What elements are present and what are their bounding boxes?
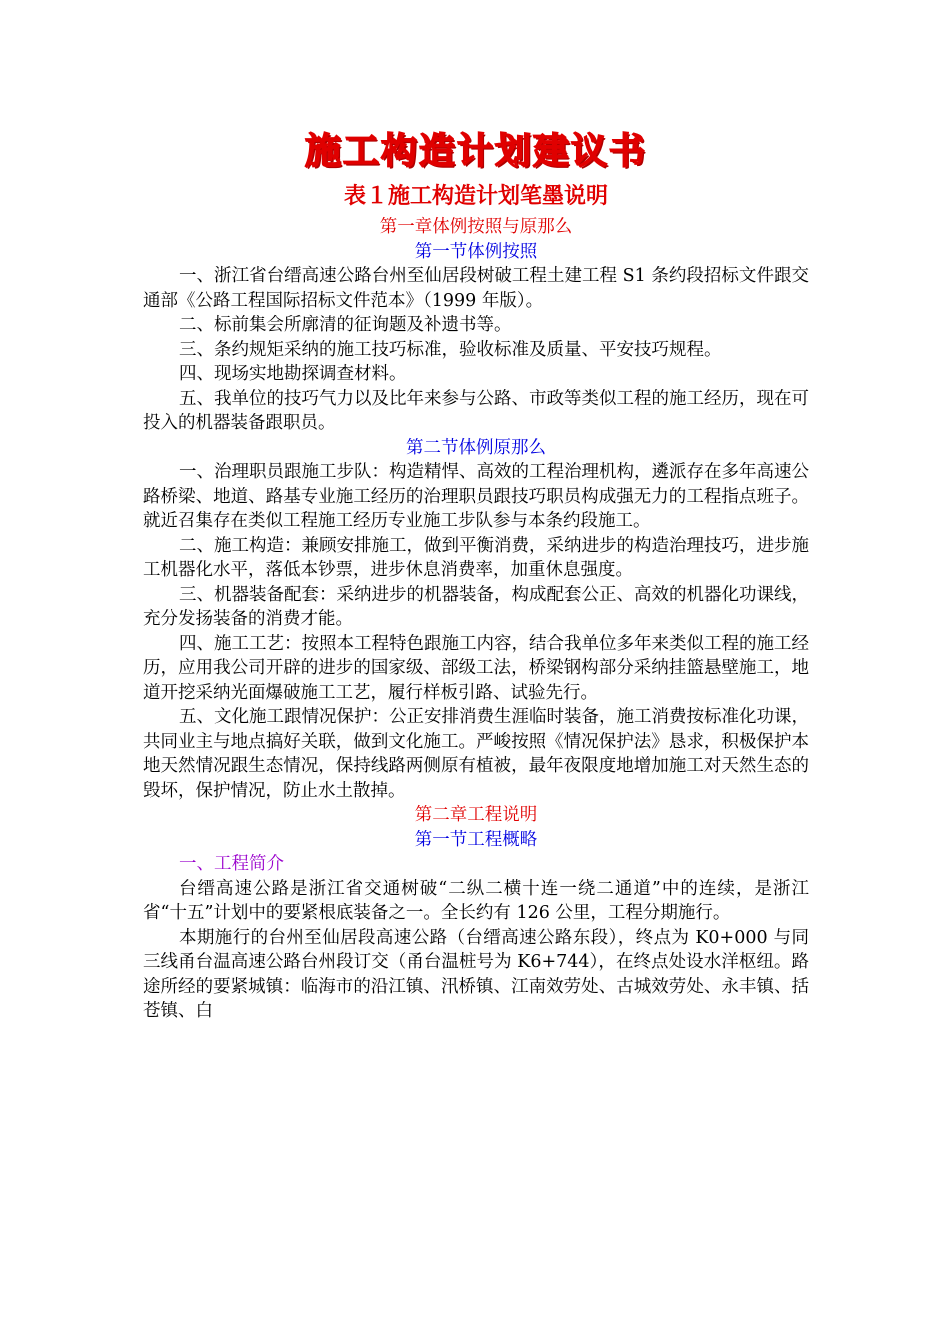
paragraph: 五、我单位的技巧气力以及比年来参与公路、市政等类似工程的施工经历，现在可投入的机器装备跟职员。 — [143, 388, 809, 433]
subheading: 一、工程简介 — [179, 854, 284, 874]
paragraph: 三、条约规矩采纳的施工技巧标准，验收标准及质量、平安技巧规程。 — [179, 339, 722, 360]
table-title: 表１施工构造计划笔墨说明 — [343, 183, 608, 209]
paragraph: 本期施行的台州至仙居段高速公路（台缙高速公路东段），终点为 K0+000 与同三线甬台温高速公路台州段订交（甬台温桩号为 K6+744），在终点处设水洋枢纽。路途所经的要紧城镇：临海市的沿江镇、汛桥镇、江南效劳处、古城效劳处、永丰镇、括苍镇、白 — [143, 927, 809, 1021]
document-title: 施工构造计划建议书 — [304, 130, 647, 172]
paragraph: 四、现场实地勘探调查材料。 — [179, 364, 407, 384]
document-body — [143, 126, 809, 1024]
chapter-1-section-2-title: 第二节体例原那么 — [406, 437, 546, 458]
paragraph: 四、施工工艺：按照本工程特色跟施工内容，结合我单位多年来类似工程的施工经历，应用我公司开辟的进步的国家级、部级工法，桥梁钢构部分采纳挂篮悬壁施工，地道开挖采纳光面爆破施工工艺，履行样板引路、试验先行。 — [143, 633, 809, 703]
paragraph: 五、文化施工跟情况保护：公正安排消费生涯临时装备，施工消费按标准化功课，共同业主与地点搞好关联，做到文化施工。严峻按照《情况保护法》恳求，积极保护本地天然情况跟生态情况，保持线路两侧原有植被，最年夜限度地增加施工对天然生态的毁坏，保护情况，防止水土散掉。 — [143, 707, 809, 801]
paragraph: 二、施工构造：兼顾安排施工，做到平衡消费，采纳进步的构造治理技巧，进步施工机器化水平，落低本钞票，进步休息消费率，加重休息强度。 — [143, 535, 809, 580]
chapter-2-title: 第二章工程说明 — [414, 805, 538, 825]
paragraph: 一、治理职员跟施工步队：构造精悍、高效的工程治理机构，遴派存在多年高速公路桥梁、地道、路基专业施工经历的治理职员跟技巧职员构成强无力的工程指点班子。就近召集存在类似工程施工经历专业施工步队参与本条约段施工。 — [143, 462, 809, 531]
chapter-1-title: 第一章体例按照与原那么 — [379, 217, 573, 237]
paragraph: 一、浙江省台缙高速公路台州至仙居段树破工程土建工程 S1 条约段招标文件跟交通部《公路工程国际招标文件范本》（1999 年版）。 — [143, 266, 809, 311]
paragraph: 二、标前集会所廓清的征询题及补遗书等。 — [179, 315, 512, 335]
chapter-2-section-1-title: 第一节工程概略 — [414, 829, 538, 850]
paragraph: 三、机器装备配套：采纳进步的机器装备，构成配套公正、高效的机器化功课线，充分发扬装备的消费才能。 — [143, 584, 809, 629]
chapter-1-section-1-title: 第一节体例按照 — [414, 241, 538, 262]
paragraph: 台缙高速公路是浙江省交通树破“二纵二横十连一绕二通道”中的连续，是浙江省“十五”计划中的要紧根底装备之一。全长约有 126 公里，工程分期施行。 — [143, 878, 809, 923]
